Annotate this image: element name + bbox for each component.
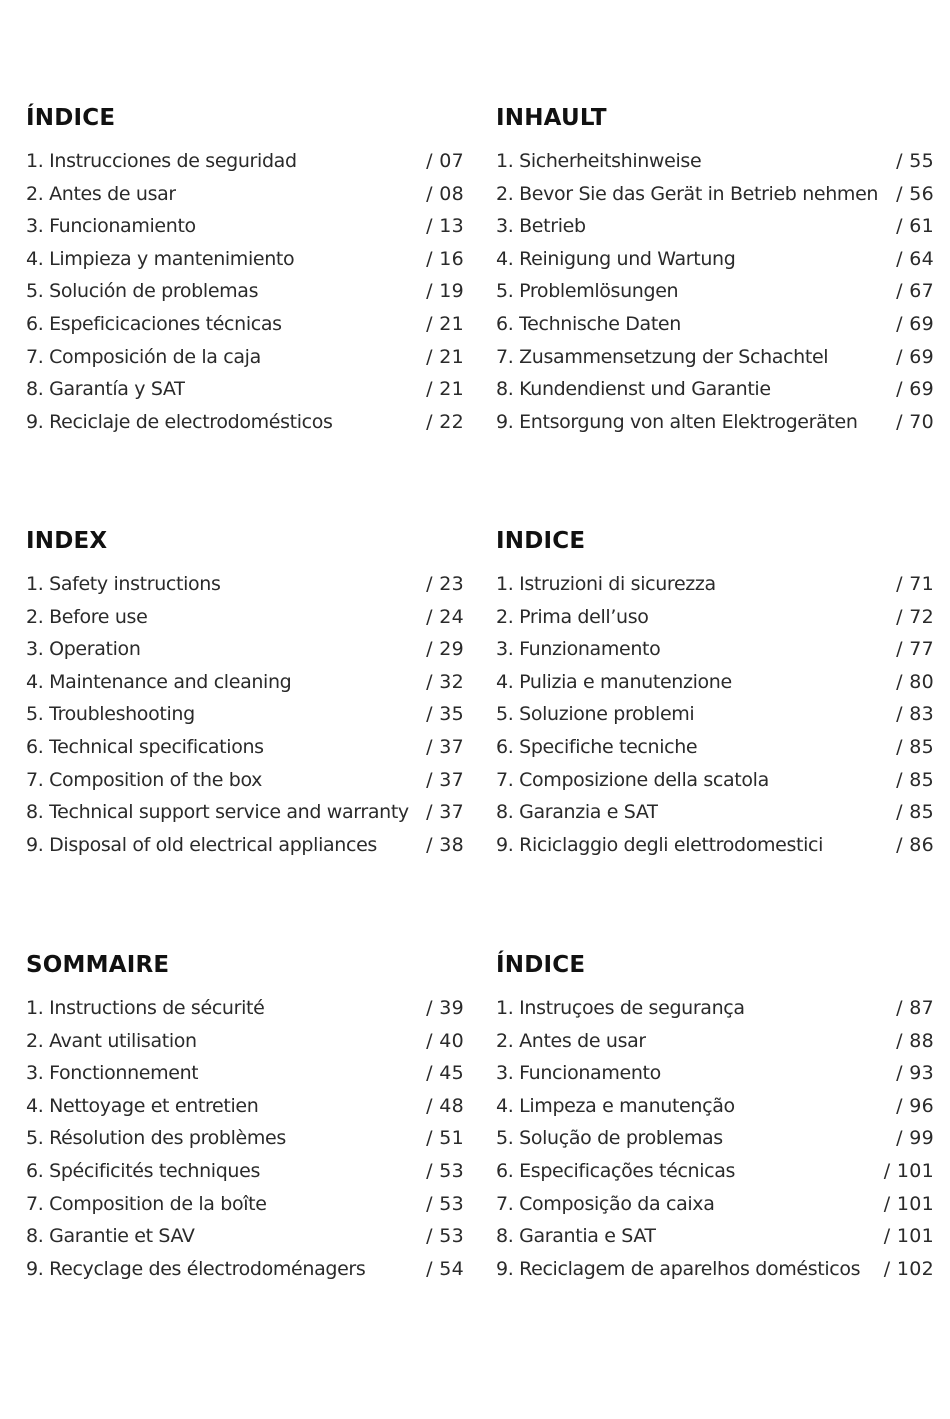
toc-entry-page: / 67 xyxy=(896,280,934,303)
toc-entry xyxy=(26,568,464,601)
toc-entry-text: 2. Prima dell’uso xyxy=(496,605,649,628)
toc-entry-page: / 22 xyxy=(426,410,464,433)
toc-entry-text: 5. Troubleshooting xyxy=(26,703,195,726)
toc-entry-page: / 35 xyxy=(426,703,464,726)
toc-entry-text: 2. Avant utilisation xyxy=(26,1029,197,1052)
toc-entry xyxy=(26,764,464,797)
toc-entry-page: / 37 xyxy=(426,735,464,758)
toc-entry xyxy=(26,1057,464,1090)
toc-entry-page: / 61 xyxy=(896,215,934,238)
toc-entry-text: 1. Instructions de sécurité xyxy=(26,997,265,1019)
toc-entry-text: 8. Technical support service and warranty xyxy=(26,801,409,824)
toc-entry-page: / 07 xyxy=(426,150,464,172)
toc-entry xyxy=(496,406,934,439)
toc-section-english xyxy=(26,524,464,861)
toc-entry xyxy=(496,992,934,1025)
toc-entry-page: / 86 xyxy=(896,833,934,856)
toc-entry-page: / 16 xyxy=(426,247,464,270)
toc-entry-text: 8. Kundendienst und Garantie xyxy=(496,378,771,401)
toc-entry-text: 8. Garantie et SAV xyxy=(26,1225,195,1248)
toc-entry-page: / 83 xyxy=(896,703,934,726)
toc-entry-text: 9. Riciclaggio degli elettrodomestici xyxy=(496,833,824,856)
toc-entry xyxy=(496,1220,934,1253)
toc-entry-page: / 54 xyxy=(426,1257,464,1280)
toc-entry-page: / 56 xyxy=(896,182,934,205)
toc-entry-text: 8. Garantia e SAT xyxy=(496,1225,656,1248)
toc-entry-text: 1. Instruçoes de segurança xyxy=(496,997,745,1019)
toc-entry xyxy=(26,992,464,1025)
toc-entry xyxy=(496,308,934,341)
toc-entry xyxy=(496,731,934,764)
toc-entry-page: / 08 xyxy=(426,182,464,205)
toc-entry-text: 2. Bevor Sie das Gerät in Betrieb nehmen xyxy=(496,182,879,205)
toc-entry xyxy=(26,406,464,439)
toc-entry xyxy=(496,373,934,406)
toc-list xyxy=(26,992,464,1285)
toc-entry-page: / 53 xyxy=(426,1159,464,1182)
toc-entry-page: / 45 xyxy=(426,1062,464,1085)
toc-entry xyxy=(26,243,464,276)
toc-entry xyxy=(26,796,464,829)
toc-list xyxy=(496,568,934,861)
toc-entry xyxy=(496,341,934,374)
toc-list xyxy=(26,568,464,861)
toc-list xyxy=(496,992,934,1285)
toc-entry xyxy=(26,373,464,406)
toc-entry-page: / 77 xyxy=(896,638,934,661)
toc-entry-text: 9. Entsorgung von alten Elektrogeräten xyxy=(496,410,858,433)
toc-entry-text: 3. Funzionamento xyxy=(496,638,661,661)
toc-entry-page: / 19 xyxy=(426,280,464,303)
toc-entry-page: / 29 xyxy=(426,638,464,661)
toc-entry-page: / 69 xyxy=(896,312,934,335)
toc-section-french xyxy=(26,948,464,1285)
toc-entry-text: 6. Spécificités techniques xyxy=(26,1159,261,1182)
toc-entry xyxy=(496,1253,934,1286)
toc-entry xyxy=(496,1090,934,1123)
toc-entry xyxy=(26,1155,464,1188)
toc-entry xyxy=(496,243,934,276)
toc-list xyxy=(496,145,934,438)
toc-entry xyxy=(496,1057,934,1090)
toc-entry xyxy=(26,145,464,178)
toc-entry-text: 8. Garanzia e SAT xyxy=(496,801,659,824)
toc-entry-page: / 23 xyxy=(426,573,464,595)
toc-section-italian xyxy=(496,524,934,861)
toc-entry xyxy=(26,601,464,634)
toc-entry-page: / 87 xyxy=(896,997,934,1019)
toc-entry-page: / 38 xyxy=(426,833,464,856)
toc-entry xyxy=(26,698,464,731)
toc-entry xyxy=(496,601,934,634)
toc-section-spanish xyxy=(26,101,464,438)
toc-entry-page: / 37 xyxy=(426,768,464,791)
toc-entry xyxy=(496,210,934,243)
toc-entry xyxy=(496,1025,934,1058)
toc-entry-page: / 55 xyxy=(896,150,934,172)
toc-entry-page: / 99 xyxy=(896,1127,934,1150)
toc-entry xyxy=(26,178,464,211)
toc-entry-text: 7. Composición de la caja xyxy=(26,345,261,368)
toc-entry xyxy=(496,796,934,829)
toc-entry xyxy=(496,666,934,699)
toc-entry xyxy=(26,666,464,699)
toc-list xyxy=(26,145,464,438)
toc-entry-text: 3. Operation xyxy=(26,638,141,661)
toc-entry-text: 3. Funcionamiento xyxy=(26,215,196,238)
toc-section-portuguese xyxy=(496,948,934,1285)
toc-entry-text: 6. Especificações técnicas xyxy=(496,1159,736,1182)
toc-entry-page: / 85 xyxy=(896,801,934,824)
toc-entry-text: 7. Composizione della scatola xyxy=(496,768,769,791)
toc-entry xyxy=(26,1220,464,1253)
toc-entry xyxy=(26,633,464,666)
toc-entry xyxy=(496,568,934,601)
toc-entry xyxy=(496,1122,934,1155)
toc-entry-text: 4. Limpeza e manutenção xyxy=(496,1094,735,1117)
toc-entry-text: 5. Solución de problemas xyxy=(26,280,259,303)
section-title: INHAULT xyxy=(496,105,607,131)
toc-entry-text: 5. Problemlösungen xyxy=(496,280,679,303)
toc-entry-text: 3. Funcionamento xyxy=(496,1062,661,1085)
toc-entry-text: 9. Reciclagem de aparelhos domésticos xyxy=(496,1257,861,1280)
toc-entry-text: 9. Reciclaje de electrodomésticos xyxy=(26,410,333,433)
toc-entry-page: / 101 xyxy=(883,1225,934,1248)
toc-entry-page: / 24 xyxy=(426,605,464,628)
toc-entry-text: 7. Zusammensetzung der Schachtel xyxy=(496,345,829,368)
toc-entry-text: 9. Recyclage des électrodoménagers xyxy=(26,1257,366,1280)
toc-entry-text: 4. Pulizia e manutenzione xyxy=(496,670,732,693)
toc-entry-text: 3. Fonctionnement xyxy=(26,1062,199,1085)
toc-entry-text: 5. Résolution des problèmes xyxy=(26,1127,286,1150)
toc-entry-page: / 40 xyxy=(426,1029,464,1052)
toc-entry-text: 8. Garantía y SAT xyxy=(26,378,186,401)
toc-entry-page: / 96 xyxy=(896,1094,934,1117)
toc-entry-page: / 69 xyxy=(896,378,934,401)
toc-entry-page: / 85 xyxy=(896,768,934,791)
toc-entry-text: 5. Solução de problemas xyxy=(496,1127,723,1150)
section-title: ÍNDICE xyxy=(496,952,586,978)
toc-entry-page: / 21 xyxy=(426,378,464,401)
toc-entry xyxy=(496,275,934,308)
toc-entry-page: / 64 xyxy=(896,247,934,270)
toc-entry-page: / 53 xyxy=(426,1225,464,1248)
toc-entry xyxy=(26,341,464,374)
toc-entry xyxy=(496,1188,934,1221)
section-title: INDICE xyxy=(496,528,586,554)
toc-entry-text: 4. Nettoyage et entretien xyxy=(26,1094,259,1117)
toc-entry xyxy=(26,1122,464,1155)
toc-entry xyxy=(26,1253,464,1286)
toc-entry-text: 3. Betrieb xyxy=(496,215,586,238)
toc-entry-page: / 37 xyxy=(426,801,464,824)
toc-entry-page: / 80 xyxy=(896,670,934,693)
toc-entry-text: 6. Technische Daten xyxy=(496,312,681,335)
toc-entry-text: 4. Reinigung und Wartung xyxy=(496,247,736,270)
toc-entry-text: 7. Composição da caixa xyxy=(496,1192,715,1215)
toc-entry-page: / 88 xyxy=(896,1029,934,1052)
toc-entry xyxy=(26,308,464,341)
toc-entry xyxy=(496,698,934,731)
section-title: INDEX xyxy=(26,528,108,554)
toc-entry xyxy=(26,731,464,764)
toc-entry xyxy=(26,1025,464,1058)
toc-entry-page: / 21 xyxy=(426,312,464,335)
toc-entry-text: 2. Antes de usar xyxy=(26,182,176,205)
toc-entry-text: 9. Disposal of old electrical appliances xyxy=(26,833,377,856)
toc-entry-text: 1. Istruzioni di sicurezza xyxy=(496,573,716,595)
toc-entry-page: / 101 xyxy=(883,1159,934,1182)
toc-entry-page: / 101 xyxy=(883,1192,934,1215)
toc-entry-text: 2. Antes de usar xyxy=(496,1029,646,1052)
toc-entry-page: / 69 xyxy=(896,345,934,368)
toc-entry-text: 6. Technical specifications xyxy=(26,735,264,758)
toc-entry-page: / 51 xyxy=(426,1127,464,1150)
toc-entry-text: 6. Specifiche tecniche xyxy=(496,735,698,758)
toc-section-german xyxy=(496,101,934,438)
toc-entry xyxy=(496,145,934,178)
toc-entry-page: / 71 xyxy=(896,573,934,595)
toc-entry-page: / 102 xyxy=(883,1257,934,1280)
toc-entry xyxy=(496,1155,934,1188)
toc-entry-page: / 48 xyxy=(426,1094,464,1117)
toc-entry-text: 1. Sicherheitshinweise xyxy=(496,150,702,172)
toc-entry-text: 4. Maintenance and cleaning xyxy=(26,670,292,693)
toc-entry-page: / 70 xyxy=(896,410,934,433)
toc-entry-page: / 53 xyxy=(426,1192,464,1215)
toc-entry-text: 2. Before use xyxy=(26,605,148,628)
toc-entry xyxy=(26,1090,464,1123)
toc-entry-page: / 85 xyxy=(896,735,934,758)
toc-entry xyxy=(496,633,934,666)
toc-entry-page: / 13 xyxy=(426,215,464,238)
toc-entry xyxy=(496,829,934,862)
section-title: SOMMAIRE xyxy=(26,952,170,978)
section-title: ÍNDICE xyxy=(26,105,116,131)
toc-entry-text: 1. Safety instructions xyxy=(26,573,221,595)
toc-entry xyxy=(496,764,934,797)
toc-entry-text: 7. Composition of the box xyxy=(26,768,263,791)
toc-entry-page: / 72 xyxy=(896,605,934,628)
toc-entry-page: / 93 xyxy=(896,1062,934,1085)
toc-entry-page: / 39 xyxy=(426,997,464,1019)
toc-entry-page: / 32 xyxy=(426,670,464,693)
toc-entry-text: 6. Espeficicaciones técnicas xyxy=(26,312,282,335)
toc-entry-page: / 21 xyxy=(426,345,464,368)
toc-entry xyxy=(26,210,464,243)
toc-entry-text: 1. Instrucciones de seguridad xyxy=(26,150,297,172)
toc-entry-text: 7. Composition de la boîte xyxy=(26,1192,267,1215)
toc-entry-text: 4. Limpieza y mantenimiento xyxy=(26,247,295,270)
toc-entry-text: 5. Soluzione problemi xyxy=(496,703,695,726)
toc-entry xyxy=(26,275,464,308)
toc-entry xyxy=(26,829,464,862)
toc-entry xyxy=(496,178,934,211)
toc-entry xyxy=(26,1188,464,1221)
